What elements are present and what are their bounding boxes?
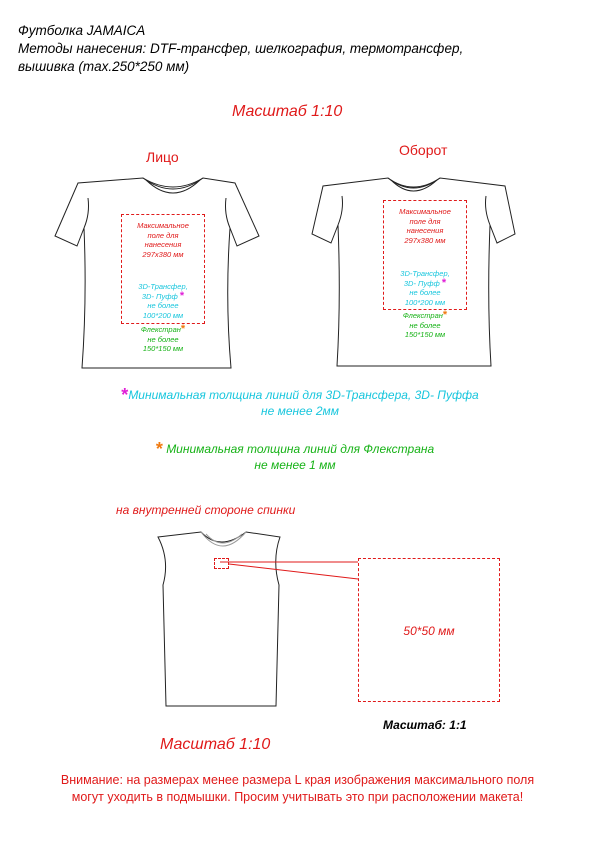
back-flex-line: не более — [409, 320, 441, 330]
front-puff-line: не более — [147, 301, 179, 310]
back-puff-line: 3D- Пуфф — [403, 278, 440, 288]
header-embroidery: вышивка (max.250*250 мм) — [18, 59, 190, 74]
label-zone-size: 50*50 мм — [403, 624, 455, 638]
note-flex-line1: Минимальная толщина линий для Флекстрана — [166, 442, 435, 456]
back-flex-text — [383, 311, 467, 340]
front-puff-line: 3D-Трансфер, — [138, 282, 188, 291]
back-puff-line: 3D-Трансфер, — [400, 269, 450, 278]
note-puff — [60, 387, 540, 419]
front-max-line: Максимальное — [137, 221, 189, 230]
front-label: Лицо — [146, 149, 179, 165]
front-puff-text — [121, 282, 205, 320]
back-flex-line: Флекстран — [402, 311, 443, 320]
orange-star-icon: * — [442, 309, 448, 321]
back-puff-text — [383, 269, 467, 307]
orange-star-icon: * — [180, 323, 186, 335]
warning-note — [10, 772, 585, 806]
note-flex — [100, 441, 490, 473]
back-max-field-text — [383, 207, 467, 245]
inner-back-label: на внутренней стороне спинки — [116, 503, 296, 517]
front-max-line: нанесения — [144, 240, 182, 249]
back-max-line: 297х380 мм — [404, 235, 446, 245]
warning-line1: Внимание: на размерах менее размера L края изображения максимального поля — [60, 773, 535, 787]
front-max-line: 297х380 мм — [142, 249, 184, 259]
back-flex-line: 150*150 мм — [404, 330, 446, 339]
back-max-line: Максимальное — [399, 207, 451, 216]
note-puff-line1: Минимальная толщина линий для 3D-Трансфера, 3D- Пуффа — [128, 388, 479, 402]
front-puff-line: 100*200 мм — [142, 310, 184, 320]
back-label: Оборот — [399, 142, 448, 158]
back-puff-line: не более — [409, 288, 441, 297]
header-methods: Методы нанесения: DTF-трансфер, шелкография, термотрансфер, — [18, 41, 464, 56]
scale-top: Масштаб 1:10 — [232, 103, 343, 120]
note-flex-line2: не менее 1 мм — [254, 458, 336, 472]
scale-detail: Масштаб: 1:1 — [383, 718, 467, 732]
note-puff-line2: не менее 2мм — [261, 404, 339, 418]
front-flex-line: Флекстран — [140, 325, 181, 334]
front-max-field-text — [121, 221, 205, 259]
label-zone-marker — [214, 558, 229, 569]
header-title: Футболка JAMAICA — [18, 23, 146, 38]
scale-bottom: Масштаб 1:10 — [160, 736, 271, 753]
front-flex-line: 150*150 мм — [142, 344, 184, 353]
magenta-star-icon: * — [179, 289, 185, 302]
front-flex-text — [121, 325, 205, 354]
magenta-star-icon: * — [121, 385, 129, 405]
back-puff-line: 100*200 мм — [404, 297, 446, 307]
front-max-line: поле для — [147, 230, 179, 240]
orange-star-icon: * — [155, 439, 163, 459]
front-puff-line: 3D- Пуфф — [141, 291, 178, 301]
front-flex-line: не более — [147, 334, 179, 344]
back-max-line: поле для — [409, 216, 441, 226]
warning-line2: могут уходить в подмышки. Просим учитывать это при расположении макета! — [71, 790, 524, 804]
back-max-line: нанесения — [406, 226, 444, 235]
magenta-star-icon: * — [441, 276, 447, 289]
